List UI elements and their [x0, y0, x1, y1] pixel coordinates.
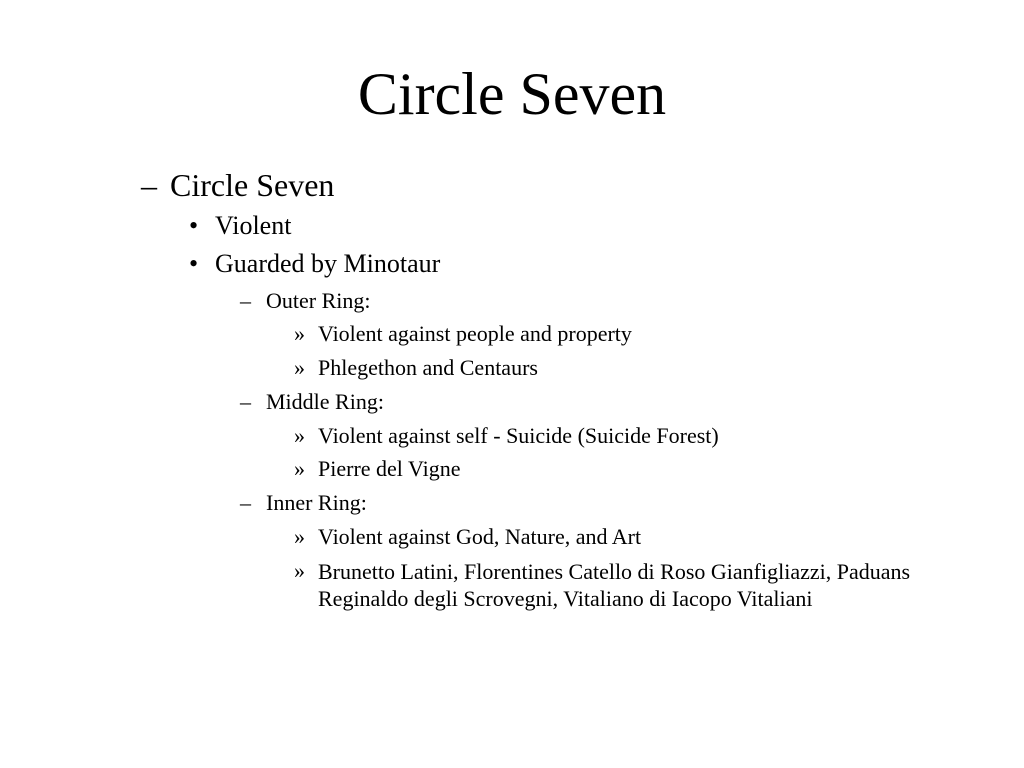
outline-item-label: Inner Ring: [266, 490, 367, 515]
dash-bullet: – [240, 490, 251, 515]
outline-item-label: Circle Seven [170, 167, 335, 203]
guillemet-bullet: » [294, 456, 305, 481]
dash-bullet: – [240, 288, 251, 313]
dot-bullet: • [189, 249, 199, 278]
slide-title: Circle Seven [357, 61, 667, 127]
outline-item-label: Violent against people and property [318, 321, 632, 346]
guillemet-bullet: » [294, 524, 305, 549]
guillemet-bullet: » [294, 355, 305, 380]
outline-item-label: Violent against God, Nature, and Art [318, 524, 642, 549]
outline-item-label: Guarded by Minotaur [215, 249, 441, 278]
dash-bullet: – [240, 389, 251, 414]
outline-item-label: Brunetto Latini, Florentines Catello di Roso Gianfigliazzi, Paduans Reginaldo degli Scrovegni, Vitaliano di Iacopo Vitaliani [318, 559, 911, 611]
outline-item-label: Pierre del Vigne [318, 456, 461, 481]
guillemet-bullet: » [294, 423, 305, 448]
guillemet-bullet: » [294, 321, 305, 346]
guillemet-bullet: » [294, 558, 305, 583]
dot-bullet: • [189, 211, 199, 240]
outline-item-label: Violent [215, 211, 292, 240]
outline-item-label: Middle Ring: [266, 389, 384, 414]
outline-item-label: Violent against self - Suicide (Suicide Forest) [318, 423, 719, 448]
outline-item-label: Outer Ring: [266, 288, 371, 313]
dash-bullet: – [141, 167, 157, 203]
outline-item-label: Phlegethon and Centaurs [318, 355, 538, 380]
